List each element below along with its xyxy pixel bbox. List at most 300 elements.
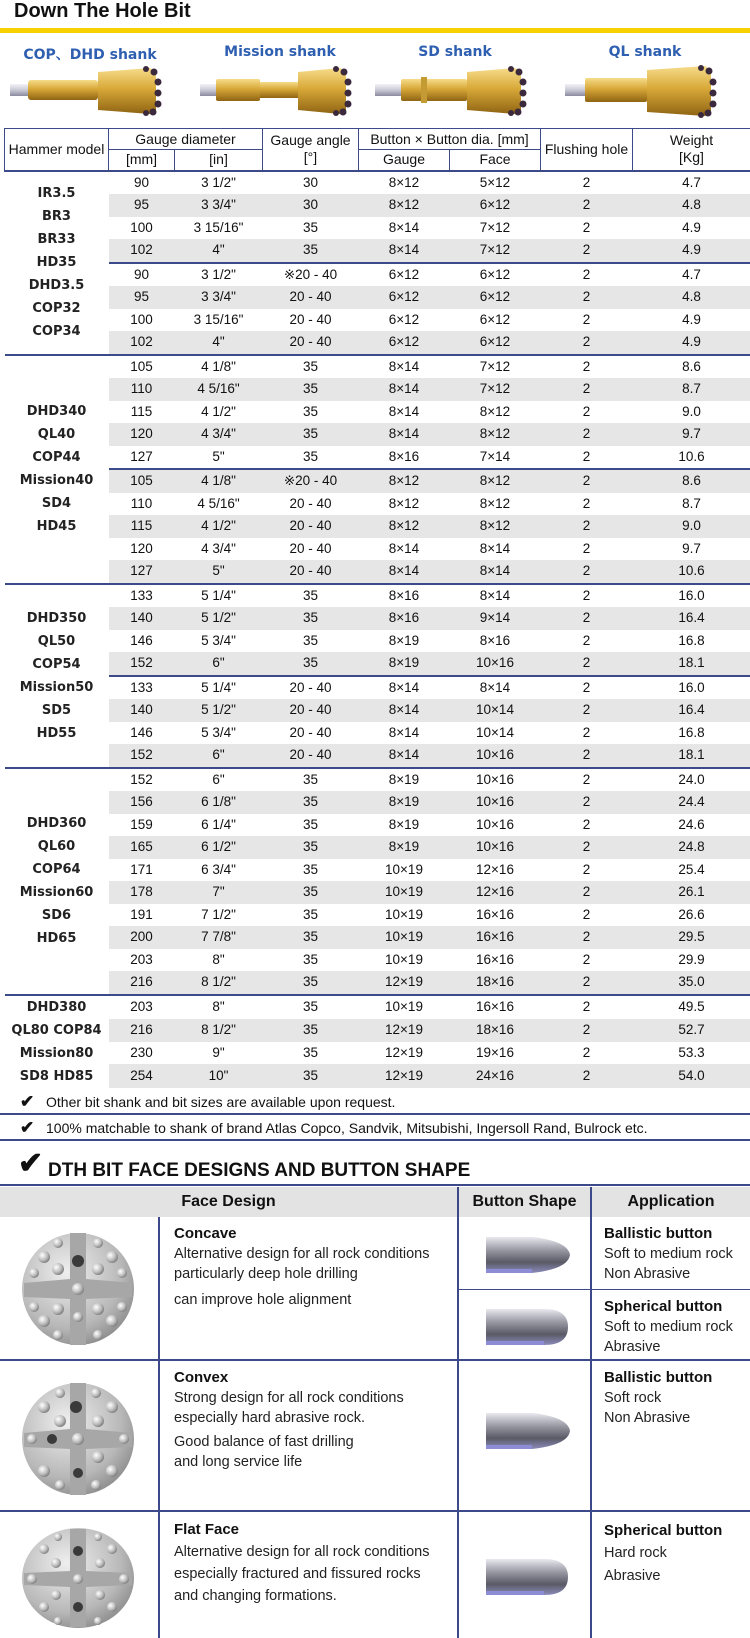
divider bbox=[0, 1510, 750, 1512]
hammer-model: COP34 bbox=[32, 324, 81, 339]
hammer-model: SD6 bbox=[41, 908, 72, 923]
table-cell: 35 bbox=[263, 881, 359, 904]
hammer-model: HD45 bbox=[36, 519, 77, 534]
table-cell: 24×16 bbox=[450, 1064, 541, 1087]
table-cell: 2 bbox=[541, 217, 633, 240]
table-cell: 100 bbox=[109, 309, 175, 332]
table-cell: 115 bbox=[109, 515, 175, 538]
table-cell: 20 - 40 bbox=[263, 538, 359, 561]
table-cell: 2 bbox=[541, 446, 633, 470]
hammer-model: Mission40 bbox=[19, 473, 94, 488]
table-cell: 35 bbox=[263, 652, 359, 676]
check-icon: ✔ bbox=[18, 1147, 44, 1180]
spherical-button-icon bbox=[482, 1551, 574, 1603]
table-cell: 216 bbox=[109, 1019, 175, 1042]
table-cell: 2 bbox=[541, 355, 633, 379]
table-cell: 20 - 40 bbox=[263, 676, 359, 700]
table-cell: 30 bbox=[263, 194, 359, 217]
table-cell: 20 - 40 bbox=[263, 493, 359, 516]
table-cell: ※20 - 40 bbox=[263, 469, 359, 493]
table-row bbox=[5, 859, 750, 882]
table-cell: 2 bbox=[541, 515, 633, 538]
table-cell: 2 bbox=[541, 171, 633, 195]
table-row bbox=[5, 217, 750, 240]
hammer-models bbox=[5, 584, 109, 768]
table-cell: 6 1/8" bbox=[175, 791, 263, 814]
table-cell: 133 bbox=[109, 584, 175, 608]
table-cell: 4.9 bbox=[633, 239, 750, 263]
table-row bbox=[5, 722, 750, 745]
table-cell: 3 1/2" bbox=[175, 263, 263, 287]
table-cell: 2 bbox=[541, 859, 633, 882]
table-row bbox=[5, 607, 750, 630]
table-row bbox=[5, 768, 750, 792]
table-cell: 4.9 bbox=[633, 217, 750, 240]
design-flat-face: Flat Face Alternative design for all rock conditions especially fractured and fissured rocks and changing formations. bbox=[174, 1521, 430, 1604]
hammer-model: COP44 bbox=[32, 450, 81, 465]
table-cell: 35 bbox=[263, 859, 359, 882]
table-cell: 2 bbox=[541, 331, 633, 355]
table-cell: 4 1/8" bbox=[175, 355, 263, 379]
table-cell: 35 bbox=[263, 926, 359, 949]
table-row bbox=[5, 286, 750, 309]
table-cell: 8×19 bbox=[359, 836, 450, 859]
table-cell: 4.9 bbox=[633, 309, 750, 332]
table-cell: 6" bbox=[175, 652, 263, 676]
table-cell: 2 bbox=[541, 630, 633, 653]
table-cell: 18×16 bbox=[450, 971, 541, 995]
bit-image bbox=[10, 60, 170, 122]
table-cell: 10×16 bbox=[450, 791, 541, 814]
table-cell: 2 bbox=[541, 1064, 633, 1087]
table-cell: 10×19 bbox=[359, 995, 450, 1019]
header-hammer-model: Hammer model bbox=[5, 129, 109, 171]
hammer-model: SD5 bbox=[41, 702, 72, 718]
table-row bbox=[5, 171, 750, 195]
table-cell: 53.3 bbox=[633, 1042, 750, 1065]
table-row bbox=[5, 676, 750, 700]
table-row bbox=[5, 493, 750, 516]
table-cell: 7×12 bbox=[450, 239, 541, 263]
table-cell: 4 1/8" bbox=[175, 469, 263, 493]
table-cell: 5 1/4" bbox=[175, 676, 263, 700]
table-cell: 90 bbox=[109, 171, 175, 195]
table-cell: 254 bbox=[109, 1064, 175, 1087]
table-row bbox=[5, 881, 750, 904]
table-cell: 8×19 bbox=[359, 652, 450, 676]
table-cell: 146 bbox=[109, 722, 175, 745]
table-cell: 8×16 bbox=[359, 584, 450, 608]
table-cell: 35 bbox=[263, 791, 359, 814]
specs-table bbox=[4, 128, 750, 1088]
hammer-models bbox=[5, 995, 109, 1088]
table-cell: 2 bbox=[541, 995, 633, 1019]
check-icon: ✔ bbox=[20, 1092, 35, 1111]
bit-image bbox=[375, 60, 535, 122]
table-cell: 8.7 bbox=[633, 493, 750, 516]
table-row bbox=[5, 446, 750, 470]
table-row bbox=[5, 814, 750, 837]
hammer-model: COP32 bbox=[32, 301, 81, 316]
hammer-model: QL60 bbox=[37, 839, 76, 854]
table-row bbox=[5, 652, 750, 676]
table-cell: 8.7 bbox=[633, 378, 750, 401]
table-cell: 12×19 bbox=[359, 1064, 450, 1087]
table-cell: 35 bbox=[263, 446, 359, 470]
table-cell: 4.8 bbox=[633, 194, 750, 217]
table-cell: 2 bbox=[541, 722, 633, 745]
hammer-models bbox=[5, 768, 109, 995]
table-cell: 16.8 bbox=[633, 630, 750, 653]
table-cell: 203 bbox=[109, 949, 175, 972]
table-cell: 9.0 bbox=[633, 515, 750, 538]
table-row bbox=[5, 971, 750, 995]
table-cell: 8×14 bbox=[359, 239, 450, 263]
table-cell: 7 7/8" bbox=[175, 926, 263, 949]
table-cell: 8×14 bbox=[450, 560, 541, 584]
table-row bbox=[5, 1042, 750, 1065]
table-cell: 16.4 bbox=[633, 607, 750, 630]
table-cell: 5 3/4" bbox=[175, 630, 263, 653]
table-cell: 26.6 bbox=[633, 904, 750, 927]
header-button-shape: Button Shape bbox=[459, 1187, 590, 1217]
hammer-model: DHD340 bbox=[26, 404, 87, 419]
table-cell: 35 bbox=[263, 1064, 359, 1087]
table-cell: 2 bbox=[541, 699, 633, 722]
table-cell: 2 bbox=[541, 493, 633, 516]
ballistic-button-icon bbox=[482, 1405, 574, 1457]
table-row bbox=[5, 355, 750, 379]
shank-ql bbox=[555, 40, 735, 124]
note: ✔ Other bit shank and bit sizes are available upon request. bbox=[0, 1089, 750, 1115]
table-cell: 200 bbox=[109, 926, 175, 949]
table-cell: 8×12 bbox=[450, 423, 541, 446]
table-cell: 8×12 bbox=[359, 469, 450, 493]
table-cell: 20 - 40 bbox=[263, 722, 359, 745]
table-cell: 29.5 bbox=[633, 926, 750, 949]
table-cell: 9.7 bbox=[633, 423, 750, 446]
table-cell: 16×16 bbox=[450, 995, 541, 1019]
shank-label: QL shank bbox=[608, 44, 682, 60]
table-cell: 35 bbox=[263, 630, 359, 653]
table-cell: 95 bbox=[109, 194, 175, 217]
table-cell: 216 bbox=[109, 971, 175, 995]
table-cell: 8×16 bbox=[450, 630, 541, 653]
table-cell: 127 bbox=[109, 446, 175, 470]
table-cell: 8×14 bbox=[359, 538, 450, 561]
table-cell: 8×14 bbox=[359, 423, 450, 446]
table-cell: 54.0 bbox=[633, 1064, 750, 1087]
table-cell: 8.6 bbox=[633, 469, 750, 493]
hammer-model: COP64 bbox=[32, 862, 81, 877]
table-cell: 7 1/2" bbox=[175, 904, 263, 927]
table-row bbox=[5, 584, 750, 608]
header-gauge-diameter: Gauge diameter bbox=[109, 129, 263, 150]
table-cell: 35 bbox=[263, 401, 359, 424]
table-cell: 35 bbox=[263, 949, 359, 972]
table-row bbox=[5, 423, 750, 446]
table-cell: 10×19 bbox=[359, 949, 450, 972]
table-cell: 4.9 bbox=[633, 331, 750, 355]
table-cell: 100 bbox=[109, 217, 175, 240]
table-cell: 2 bbox=[541, 538, 633, 561]
table-row bbox=[5, 1019, 750, 1042]
table-cell: 35 bbox=[263, 971, 359, 995]
table-row bbox=[5, 331, 750, 355]
divider bbox=[457, 1289, 750, 1290]
hammer-model: QL50 bbox=[37, 633, 76, 649]
table-row bbox=[5, 469, 750, 493]
table-cell: 2 bbox=[541, 744, 633, 768]
table-cell: 35 bbox=[263, 768, 359, 792]
face-designs-table bbox=[0, 1187, 750, 1638]
table-cell: 52.7 bbox=[633, 1019, 750, 1042]
table-cell: 2 bbox=[541, 401, 633, 424]
table-cell: 6×12 bbox=[359, 263, 450, 287]
table-cell: 6×12 bbox=[359, 309, 450, 332]
table-cell: 8×12 bbox=[359, 493, 450, 516]
table-cell: 35 bbox=[263, 584, 359, 608]
shank-label: SD shank bbox=[418, 44, 492, 60]
table-cell: 6×12 bbox=[359, 286, 450, 309]
table-cell: 6×12 bbox=[359, 331, 450, 355]
table-cell: 8×12 bbox=[359, 194, 450, 217]
table-cell: 2 bbox=[541, 584, 633, 608]
table-row bbox=[5, 401, 750, 424]
bit-image bbox=[200, 60, 360, 122]
table-cell: 9×14 bbox=[450, 607, 541, 630]
table-cell: 6" bbox=[175, 768, 263, 792]
table-cell: 4 3/4" bbox=[175, 538, 263, 561]
table-row bbox=[5, 926, 750, 949]
table-cell: 4 5/16" bbox=[175, 493, 263, 516]
app-spherical-2: Spherical button Hard rock Abrasive bbox=[604, 1522, 723, 1584]
hammer-model: HD55 bbox=[36, 725, 77, 741]
table-cell: 35 bbox=[263, 217, 359, 240]
table-cell: 3 15/16" bbox=[175, 217, 263, 240]
table-cell: 8×19 bbox=[359, 768, 450, 792]
table-cell: 16.4 bbox=[633, 699, 750, 722]
table-cell: 16.0 bbox=[633, 676, 750, 700]
table-cell: 18.1 bbox=[633, 744, 750, 768]
table-cell: 2 bbox=[541, 286, 633, 309]
table-cell: 152 bbox=[109, 744, 175, 768]
table-cell: 102 bbox=[109, 239, 175, 263]
table-cell: 110 bbox=[109, 493, 175, 516]
app-ballistic-1: Ballistic button Soft to medium rock Non Abrasive bbox=[604, 1225, 733, 1282]
table-cell: 35 bbox=[263, 1019, 359, 1042]
table-cell: 26.1 bbox=[633, 881, 750, 904]
table-cell: 6" bbox=[175, 744, 263, 768]
table-cell: 20 - 40 bbox=[263, 309, 359, 332]
hammer-model: DHD350 bbox=[26, 610, 87, 626]
hammer-model: BR33 bbox=[37, 232, 76, 247]
table-cell: 4" bbox=[175, 239, 263, 263]
table-cell: 2 bbox=[541, 1042, 633, 1065]
header-button: Button × Button dia. [mm] bbox=[359, 129, 541, 150]
table-cell: 20 - 40 bbox=[263, 744, 359, 768]
table-cell: 6×12 bbox=[450, 263, 541, 287]
table-cell: 133 bbox=[109, 676, 175, 700]
table-cell: 8×12 bbox=[450, 401, 541, 424]
table-cell: 35 bbox=[263, 1042, 359, 1065]
table-cell: 10×19 bbox=[359, 904, 450, 927]
table-cell: 19×16 bbox=[450, 1042, 541, 1065]
table-cell: 6×12 bbox=[450, 331, 541, 355]
table-cell: 10×19 bbox=[359, 859, 450, 882]
table-cell: 10×16 bbox=[450, 768, 541, 792]
table-cell: 35.0 bbox=[633, 971, 750, 995]
table-cell: 10×16 bbox=[450, 744, 541, 768]
table-cell: 8×19 bbox=[359, 814, 450, 837]
table-cell: 156 bbox=[109, 791, 175, 814]
spherical-button-icon bbox=[482, 1301, 574, 1353]
table-cell: 5" bbox=[175, 446, 263, 470]
table-row bbox=[5, 791, 750, 814]
table-cell: 35 bbox=[263, 423, 359, 446]
table-cell: 10.6 bbox=[633, 560, 750, 584]
table-cell: 2 bbox=[541, 676, 633, 700]
table-cell: 8×12 bbox=[450, 493, 541, 516]
table-cell: 4.7 bbox=[633, 171, 750, 195]
table-cell: 2 bbox=[541, 836, 633, 859]
table-cell: 3 3/4" bbox=[175, 286, 263, 309]
table-cell: 2 bbox=[541, 469, 633, 493]
table-cell: 12×16 bbox=[450, 881, 541, 904]
table-cell: 165 bbox=[109, 836, 175, 859]
divider bbox=[158, 1217, 160, 1638]
table-cell: 10" bbox=[175, 1064, 263, 1087]
table-cell: 203 bbox=[109, 995, 175, 1019]
table-cell: 2 bbox=[541, 1019, 633, 1042]
table-row bbox=[5, 630, 750, 653]
table-cell: 8" bbox=[175, 995, 263, 1019]
table-row bbox=[5, 194, 750, 217]
table-cell: 5 3/4" bbox=[175, 722, 263, 745]
divider bbox=[590, 1187, 592, 1638]
table-cell: 8×16 bbox=[359, 607, 450, 630]
hammer-model: SD4 bbox=[41, 496, 72, 511]
table-cell: 25.4 bbox=[633, 859, 750, 882]
table-cell: 20 - 40 bbox=[263, 286, 359, 309]
hammer-model: Mission60 bbox=[19, 885, 94, 900]
table-cell: 35 bbox=[263, 814, 359, 837]
table-row bbox=[5, 699, 750, 722]
table-cell: 6 3/4" bbox=[175, 859, 263, 882]
table-cell: 8×14 bbox=[359, 355, 450, 379]
header-gauge-angle: Gauge angle [°] bbox=[263, 129, 359, 171]
table-cell: 2 bbox=[541, 791, 633, 814]
table-row bbox=[5, 263, 750, 287]
table-cell: 230 bbox=[109, 1042, 175, 1065]
table-cell: 2 bbox=[541, 949, 633, 972]
table-cell: 3 3/4" bbox=[175, 194, 263, 217]
hammer-model: QL40 bbox=[37, 427, 76, 442]
hammer-model: DHD3.5 bbox=[28, 278, 85, 293]
table-cell: 3 15/16" bbox=[175, 309, 263, 332]
table-cell: 90 bbox=[109, 263, 175, 287]
table-cell: 3 1/2" bbox=[175, 171, 263, 195]
header-face: Face bbox=[450, 150, 541, 171]
table-row bbox=[5, 309, 750, 332]
header-flushing-hole: Flushing hole bbox=[541, 129, 633, 171]
table-cell: 8×14 bbox=[359, 699, 450, 722]
table-cell: 115 bbox=[109, 401, 175, 424]
table-cell: 35 bbox=[263, 995, 359, 1019]
table-cell: 2 bbox=[541, 652, 633, 676]
table-cell: 4 3/4" bbox=[175, 423, 263, 446]
table-cell: 49.5 bbox=[633, 995, 750, 1019]
table-cell: 35 bbox=[263, 239, 359, 263]
table-cell: 8×12 bbox=[450, 515, 541, 538]
header-application: Application bbox=[592, 1187, 750, 1217]
hammer-models bbox=[5, 355, 109, 584]
header-in: [in] bbox=[175, 150, 263, 171]
table-cell: 20 - 40 bbox=[263, 331, 359, 355]
shank-images bbox=[0, 40, 750, 124]
table-cell: 8" bbox=[175, 949, 263, 972]
table-cell: 2 bbox=[541, 881, 633, 904]
table-cell: 7×12 bbox=[450, 217, 541, 240]
table-cell: 35 bbox=[263, 378, 359, 401]
table-cell: 35 bbox=[263, 607, 359, 630]
title-underline bbox=[0, 28, 750, 33]
concave-bit-image bbox=[14, 1227, 142, 1351]
table-cell: 6 1/4" bbox=[175, 814, 263, 837]
table-cell: 8 1/2" bbox=[175, 971, 263, 995]
table-cell: 2 bbox=[541, 560, 633, 584]
table-row bbox=[5, 836, 750, 859]
flat-face-bit-image bbox=[14, 1525, 142, 1631]
table-cell: 120 bbox=[109, 538, 175, 561]
hammer-model: DHD380 bbox=[26, 999, 87, 1015]
table-cell: 8×14 bbox=[450, 584, 541, 608]
shank-label: COP、DHD shank bbox=[23, 47, 157, 63]
table-cell: 10×14 bbox=[450, 722, 541, 745]
table-cell: 8×14 bbox=[359, 378, 450, 401]
table-cell: 16.0 bbox=[633, 584, 750, 608]
table-cell: 20 - 40 bbox=[263, 560, 359, 584]
table-cell: 2 bbox=[541, 263, 633, 287]
table-cell: 10×16 bbox=[450, 814, 541, 837]
table-row bbox=[5, 239, 750, 263]
header-face-design: Face Design bbox=[0, 1187, 457, 1217]
hammer-model: SD8 HD85 bbox=[19, 1068, 94, 1084]
table-cell: 12×19 bbox=[359, 971, 450, 995]
table-cell: 105 bbox=[109, 469, 175, 493]
hammer-models bbox=[5, 171, 109, 355]
table-cell: 8×16 bbox=[359, 446, 450, 470]
table-cell: 2 bbox=[541, 309, 633, 332]
table-cell: 2 bbox=[541, 194, 633, 217]
table-cell: 7×12 bbox=[450, 355, 541, 379]
table-cell: 5" bbox=[175, 560, 263, 584]
table-row bbox=[5, 538, 750, 561]
table-cell: 4 1/2" bbox=[175, 401, 263, 424]
ballistic-button-icon bbox=[482, 1229, 574, 1281]
table-cell: 2 bbox=[541, 378, 633, 401]
table-cell: 6 1/2" bbox=[175, 836, 263, 859]
table-cell: 110 bbox=[109, 378, 175, 401]
table-cell: 2 bbox=[541, 768, 633, 792]
table-cell: 102 bbox=[109, 331, 175, 355]
table-cell: 16.8 bbox=[633, 722, 750, 745]
bit-image bbox=[565, 60, 725, 122]
table-cell: 178 bbox=[109, 881, 175, 904]
table-cell: 29.9 bbox=[633, 949, 750, 972]
design-convex: Convex Strong design for all rock conditions especially hard abrasive rock. Good balance of fast drilling and long service life bbox=[174, 1369, 404, 1470]
hammer-model: Mission50 bbox=[19, 679, 94, 695]
